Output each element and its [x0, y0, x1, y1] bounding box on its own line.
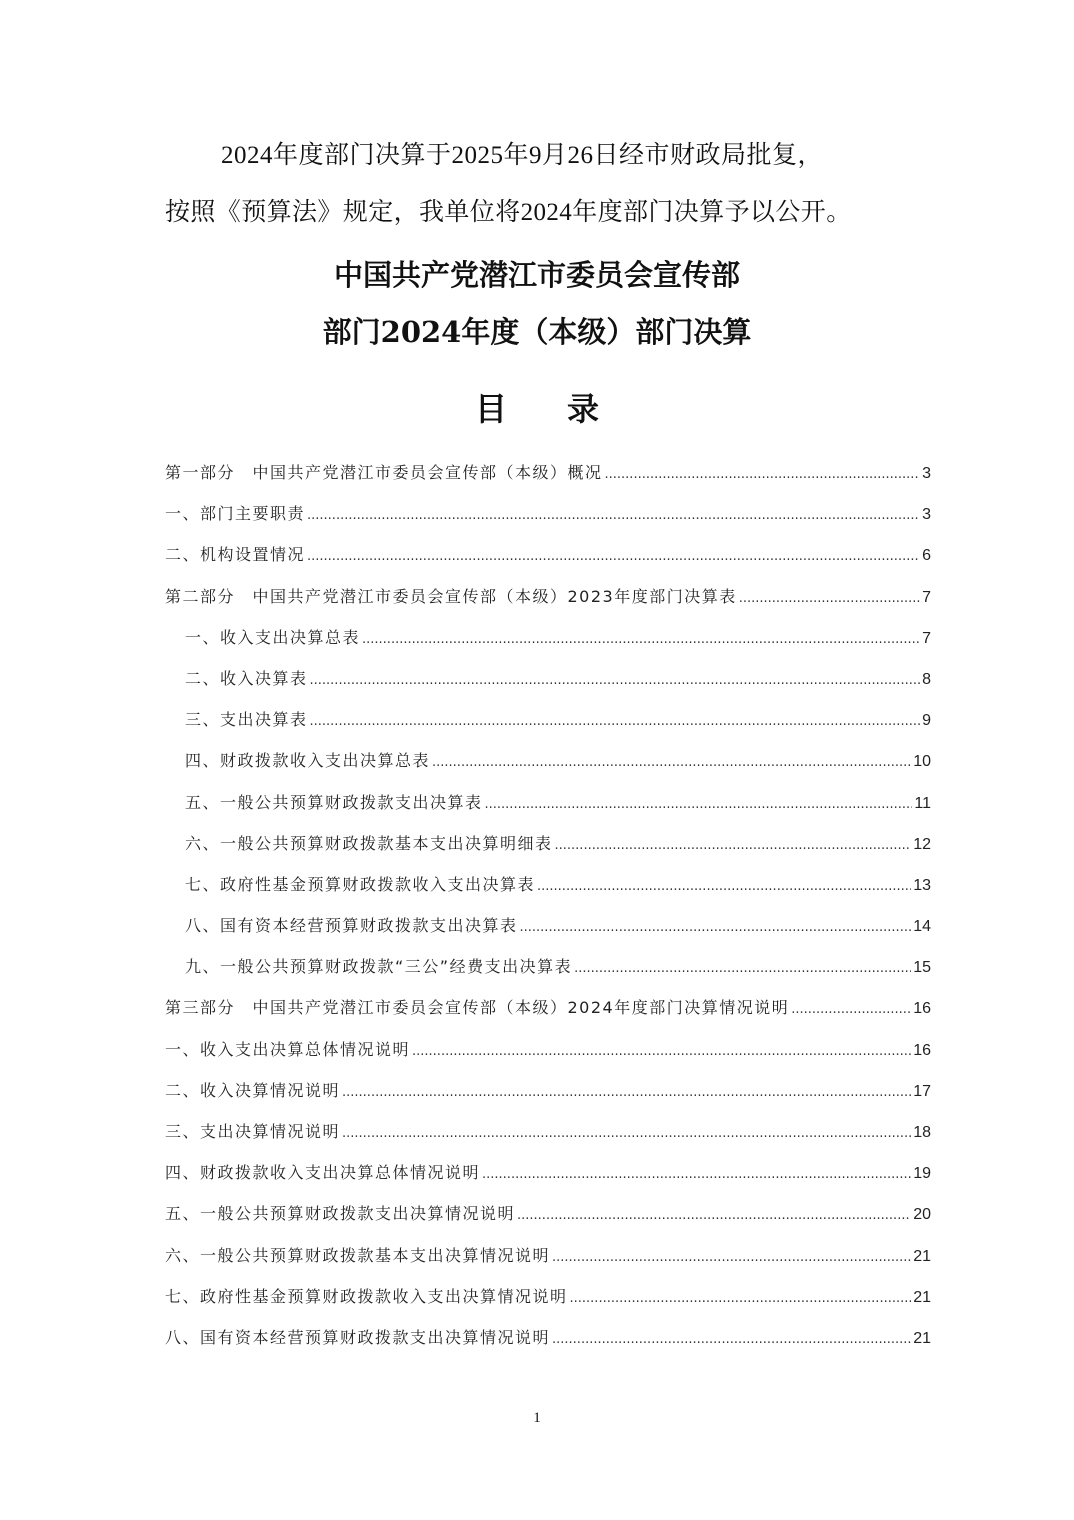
toc-dot-leader: [432, 751, 911, 770]
toc-entry[interactable]: [165, 501, 931, 542]
toc-entry-label: 五、一般公共预算财政拨款支出决算情况说明: [165, 1204, 516, 1224]
toc-dot-leader: [342, 1081, 911, 1100]
toc-entry-page: 15: [913, 959, 931, 977]
toc-entry[interactable]: [165, 1119, 931, 1160]
toc-entry-label: 八、国有资本经营预算财政拨款支出决算表: [185, 916, 518, 936]
toc-entry[interactable]: [165, 1325, 931, 1366]
toc-entry-page: 13: [913, 876, 931, 894]
toc-entry-label: 四、财政拨款收入支出决算总表: [185, 751, 431, 771]
toc-entry-page: 16: [913, 1000, 931, 1018]
toc-entry-label: 六、一般公共预算财政拨款基本支出决算情况说明: [165, 1245, 551, 1265]
toc-dot-leader: [485, 793, 913, 812]
toc-entry[interactable]: [165, 831, 931, 872]
toc-entry-page: 21: [913, 1329, 931, 1347]
toc-dot-leader: [517, 1204, 911, 1223]
toc-entry-page: 18: [913, 1124, 931, 1141]
toc-entry-page: 10: [913, 753, 931, 771]
toc-entry[interactable]: [165, 1160, 931, 1201]
toc-dot-leader: [307, 545, 920, 564]
toc-entry[interactable]: [165, 790, 931, 831]
toc-dot-leader: [310, 710, 921, 729]
toc-entry-label: 九、一般公共预算财政拨款“三公”经费支出决算表: [185, 957, 573, 977]
toc-entry[interactable]: [165, 1201, 931, 1242]
toc-dot-leader: [342, 1122, 911, 1141]
toc-dot-leader: [537, 875, 911, 894]
toc-entry-label: 第一部分 中国共产党潜江市委员会宣传部（本级）概况: [165, 463, 603, 482]
toc-entry-label: 一、收入支出决算总体情况说明: [165, 1039, 411, 1059]
document-title-line-2: 部门2024年度（本级）部门决算: [322, 315, 752, 349]
toc-dot-leader: [552, 1246, 911, 1265]
toc-entry-page: 14: [913, 918, 931, 936]
toc-entry[interactable]: [165, 872, 931, 913]
toc-dot-leader: [362, 628, 920, 647]
page-number: 1: [533, 1410, 541, 1426]
toc-entry-page: 21: [913, 1288, 931, 1306]
toc-dot-leader: [574, 957, 911, 976]
toc-heading: 目录: [474, 390, 659, 428]
toc-entry-page: 3: [922, 465, 931, 482]
toc-dot-leader: [555, 834, 912, 853]
toc-entry[interactable]: [165, 954, 931, 995]
toc-entry-label: 一、收入支出决算总表: [185, 627, 361, 647]
toc-entry[interactable]: [165, 707, 931, 748]
toc-entry-page: 7: [922, 588, 931, 606]
toc-entry[interactable]: [165, 1037, 931, 1078]
toc-dot-leader: [605, 463, 921, 482]
document-title-line-1: 中国共产党潜江市委员会宣传部: [333, 258, 740, 292]
toc-entry[interactable]: [165, 584, 931, 625]
toc-entry-page: 8: [922, 670, 931, 688]
toc-entry-label: 五、一般公共预算财政拨款支出决算表: [185, 792, 483, 812]
toc-dot-leader: [570, 1287, 912, 1306]
toc-entry-label: 八、国有资本经营预算财政拨款支出决算情况说明: [165, 1327, 551, 1347]
toc-entry-page: 20: [913, 1206, 931, 1224]
toc-entry-label: 二、收入决算情况说明: [165, 1080, 341, 1100]
toc-entry-label: 四、财政拨款收入支出决算总体情况说明: [165, 1163, 481, 1183]
toc-entry-page: 19: [913, 1165, 931, 1183]
toc-dot-leader: [739, 587, 920, 606]
toc-entry-label: 七、政府性基金预算财政拨款收入支出决算表: [185, 874, 536, 894]
toc-entry-page: 17: [913, 1082, 931, 1100]
toc-entry[interactable]: [165, 625, 931, 666]
toc-entry-label: 一、部门主要职责: [165, 504, 306, 524]
toc-entry[interactable]: [165, 748, 931, 789]
toc-dot-leader: [482, 1163, 911, 1182]
toc-entry[interactable]: [165, 1243, 931, 1284]
toc-entry[interactable]: [165, 1078, 931, 1119]
toc-dot-leader: [307, 504, 920, 523]
toc-entry-label: 七、政府性基金预算财政拨款收入支出决算情况说明: [165, 1286, 568, 1306]
toc-entry[interactable]: [165, 460, 931, 501]
toc-entry-label: 第二部分 中国共产党潜江市委员会宣传部（本级）2023年度部门决算表: [165, 586, 737, 606]
toc-entry-label: 二、收入决算表: [185, 668, 308, 688]
intro-paragraph-line-2: 按照《预算法》规定，我单位将2024年度部门决算予以公开。: [165, 199, 852, 226]
toc-entry-label: 六、一般公共预算财政拨款基本支出决算明细表: [185, 833, 553, 853]
intro-paragraph-line-1: 2024年度部门决算于2025年9月26日经市财政局批复，: [221, 142, 824, 169]
toc-entry-label: 三、支出决算表: [185, 710, 308, 730]
toc-entry-page: 21: [913, 1247, 931, 1265]
toc-entry-page: 9: [922, 712, 931, 730]
toc-entry-page: 7: [922, 629, 931, 647]
toc-entry[interactable]: [165, 913, 931, 954]
toc-dot-leader: [520, 916, 912, 935]
toc-entry-page: 3: [922, 506, 931, 524]
toc-entry[interactable]: [165, 995, 931, 1036]
toc-entry-label: 第三部分 中国共产党潜江市委员会宣传部（本级）2024年度部门决算情况说明: [165, 998, 790, 1018]
toc-entry-page: 16: [913, 1041, 931, 1059]
toc-dot-leader: [791, 998, 911, 1017]
toc-entry-page: 12: [913, 835, 931, 853]
toc-dot-leader: [552, 1328, 911, 1347]
toc-entry-label: 三、支出决算情况说明: [165, 1122, 341, 1141]
toc-entry-page: 6: [922, 547, 931, 565]
toc-entry[interactable]: [165, 1284, 931, 1325]
toc-dot-leader: [412, 1040, 911, 1059]
toc-entry[interactable]: [165, 666, 931, 707]
toc-entry-page: 11: [914, 794, 931, 812]
toc-entry[interactable]: [165, 542, 931, 583]
toc-dot-leader: [310, 669, 921, 688]
toc-entry-label: 二、机构设置情况: [165, 545, 306, 565]
table-of-contents: [165, 460, 931, 1366]
